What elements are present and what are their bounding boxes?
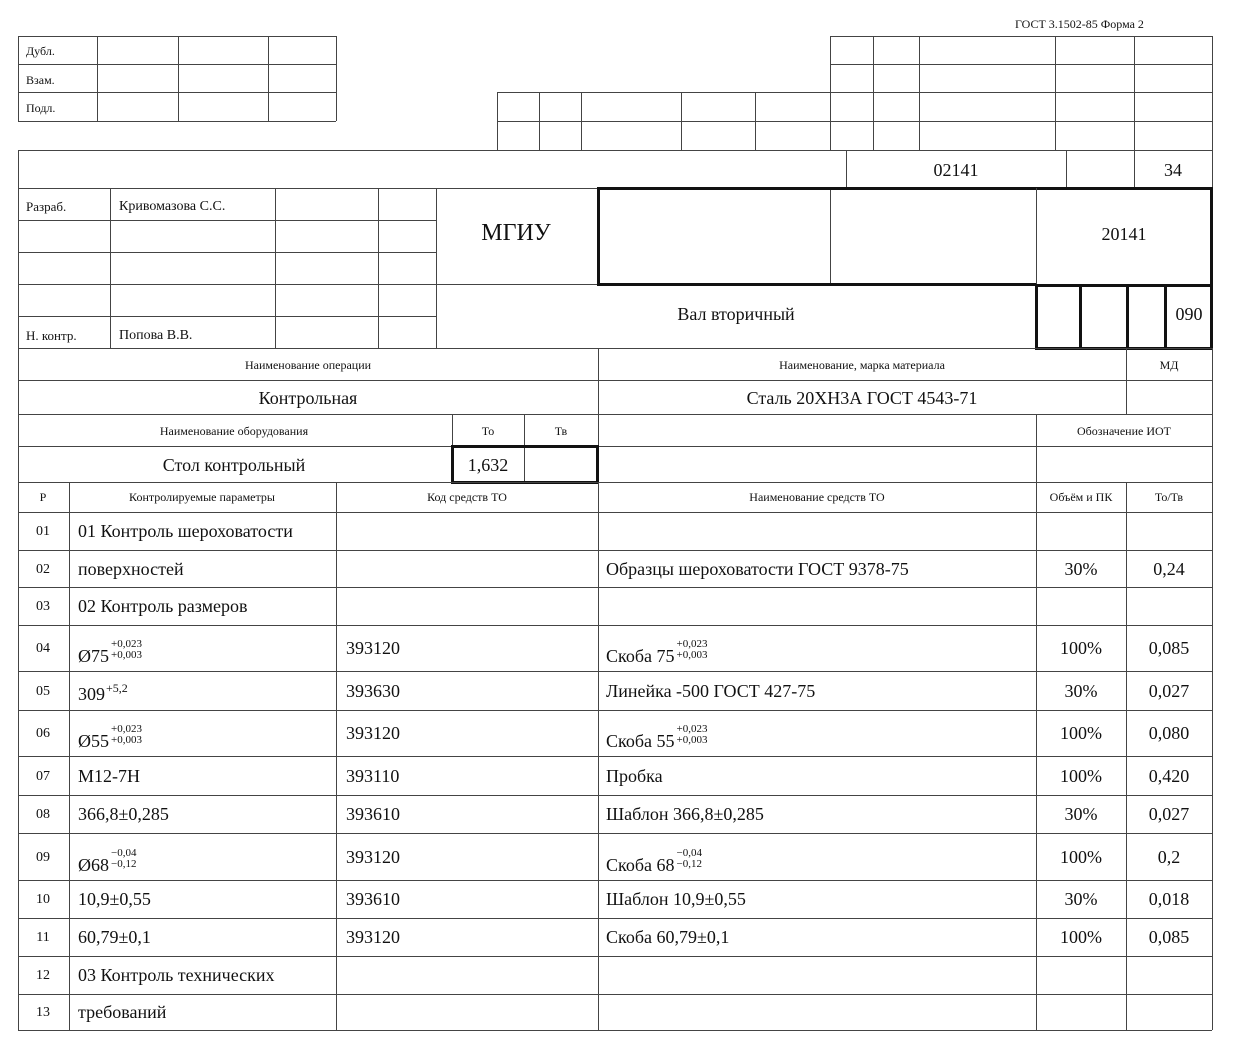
row-volume: 100% (1060, 927, 1102, 947)
row-parameter: Ø75 +0,023 +0,003 (78, 638, 142, 666)
operation-number: 090 (1175, 304, 1203, 324)
row-parameter: 366,8±0,285 (78, 804, 169, 824)
tool-tolerance: +0,023 +0,003 (676, 723, 708, 746)
row-number: 01 (36, 524, 50, 539)
row-time: 0,420 (1148, 766, 1190, 786)
row-tool-code: 393610 (346, 804, 400, 824)
row-volume: 100% (1060, 847, 1102, 867)
row-number: 05 (36, 684, 50, 699)
row-time: 0,24 (1153, 559, 1185, 579)
md-label: МД (1159, 358, 1179, 372)
row-tool-name: Линейка -500 ГОСТ 427-75 (606, 681, 816, 701)
row-parameter: М12-7Н (78, 766, 140, 786)
row-tool-name: Скоба 60,79±0,1 (606, 927, 730, 947)
row-number: 10 (36, 892, 50, 907)
row-volume: 30% (1064, 804, 1098, 824)
row-tool-code: 393120 (346, 638, 400, 658)
row-number: 11 (36, 930, 50, 945)
row-tool-code: 393120 (346, 927, 400, 947)
row-number: 04 (36, 641, 50, 656)
row-parameter: $309^{+5,2}$ (78, 681, 128, 704)
nkontr-name: Попова В.В. (119, 328, 193, 343)
col-header-tools: Наименование средств ТО (749, 490, 885, 504)
row-tool-code: 393110 (346, 766, 400, 786)
row-time: 0,080 (1148, 723, 1190, 743)
equipment-value: Стол контрольный (162, 455, 306, 475)
row-tool-name: Скоба 68 −0,04 −0,12 (606, 847, 702, 875)
row-time: 0,085 (1148, 638, 1190, 658)
tool-tolerance: −0,04 −0,12 (676, 847, 702, 870)
row-number: 08 (36, 807, 50, 822)
row-tool-name: Шаблон 366,8±0,285 (606, 804, 764, 824)
row-tool-name: Образцы шероховатости ГОСТ 9378-75 (606, 559, 909, 579)
row-number: 13 (36, 1005, 50, 1020)
row-parameter: требований (78, 1002, 167, 1022)
row-number: 03 (36, 599, 50, 614)
row-volume: 30% (1064, 559, 1098, 579)
row-number: 12 (36, 968, 50, 983)
row-parameter: поверхностей (78, 559, 184, 579)
row-number: 09 (36, 850, 50, 865)
row-tool-name: Скоба 55 +0,023 +0,003 (606, 723, 708, 751)
row-parameter: 01 Контроль шероховатости (78, 521, 293, 541)
material-value: Сталь 20ХН3А ГОСТ 4543-71 (746, 388, 978, 408)
row-tool-name: Скоба 75 +0,023 +0,003 (606, 638, 708, 666)
form-code: ГОСТ 3.1502-85 Форма 2 (1015, 17, 1144, 31)
row-volume: 100% (1060, 638, 1102, 658)
row-time: 0,018 (1148, 889, 1190, 909)
row-volume: 100% (1060, 723, 1102, 743)
row-time: 0,027 (1148, 681, 1190, 701)
parameter-tolerance: +0,023 +0,003 (111, 723, 142, 746)
dubl-label: Дубл. (26, 44, 55, 58)
col-header-p: Р (39, 490, 47, 504)
operation-value: Контрольная (258, 388, 358, 408)
row-parameter: 02 Контроль размеров (78, 596, 248, 616)
row-parameter: Ø55 +0,023 +0,003 (78, 723, 142, 751)
row-tool-code: 393120 (346, 723, 400, 743)
nkontr-label: Н. контр. (26, 328, 77, 343)
part-name: Вал вторичный (677, 304, 795, 324)
razrab-name: Кривомазова С.С. (119, 199, 226, 214)
material-name-label: Наименование, марка материала (779, 358, 945, 372)
to-label: То (481, 424, 495, 438)
row-number: 02 (36, 562, 50, 577)
parameter-tolerance: +0,023 +0,003 (111, 638, 142, 661)
col-header-code: Код средств ТО (427, 490, 507, 504)
row-tool-code: 393610 (346, 889, 400, 909)
row-number: 06 (36, 726, 50, 741)
row-time: 0,085 (1148, 927, 1190, 947)
row-number: 07 (36, 769, 50, 784)
tv-label: Тв (554, 424, 568, 438)
row-volume: 30% (1064, 681, 1098, 701)
parameter-tolerance: +5,2 (106, 681, 128, 695)
col-header-totv: То/Тв (1154, 490, 1184, 504)
podl-label: Подл. (26, 101, 56, 115)
equipment-label: Наименование оборудования (159, 424, 309, 438)
operation-name-label: Наименование операции (244, 358, 372, 372)
row-time: 0,027 (1148, 804, 1190, 824)
row-parameter: 03 Контроль технических (78, 965, 275, 985)
col-header-volume: Объём и ПК (1049, 490, 1113, 504)
razrab-label: Разраб. (26, 199, 67, 214)
row-tool-name: Пробка (606, 766, 663, 786)
row-parameter: Ø68 −0,04 −0,12 (78, 847, 137, 875)
row-time: 0,2 (1157, 847, 1181, 867)
sheet-number: 34 (1164, 160, 1182, 180)
tool-tolerance: +0,023 +0,003 (676, 638, 708, 661)
organization: МГИУ (481, 220, 551, 246)
col-header-params: Контролируемые параметры (129, 490, 275, 504)
to-value: 1,632 (467, 455, 509, 475)
vzam-label: Взам. (26, 73, 55, 87)
parameter-tolerance: −0,04 −0,12 (111, 847, 137, 870)
row-parameter: 60,79±0,1 (78, 927, 151, 947)
row-volume: 100% (1060, 766, 1102, 786)
row-volume: 30% (1064, 889, 1098, 909)
row-tool-code: 393630 (346, 681, 400, 701)
document-number: 20141 (1101, 224, 1147, 244)
document-code: 02141 (933, 160, 979, 180)
row-tool-name: Шаблон 10,9±0,55 (606, 889, 746, 909)
row-tool-code: 393120 (346, 847, 400, 867)
iot-label: Обозначение ИОТ (1077, 424, 1171, 438)
row-parameter: 10,9±0,55 (78, 889, 151, 909)
